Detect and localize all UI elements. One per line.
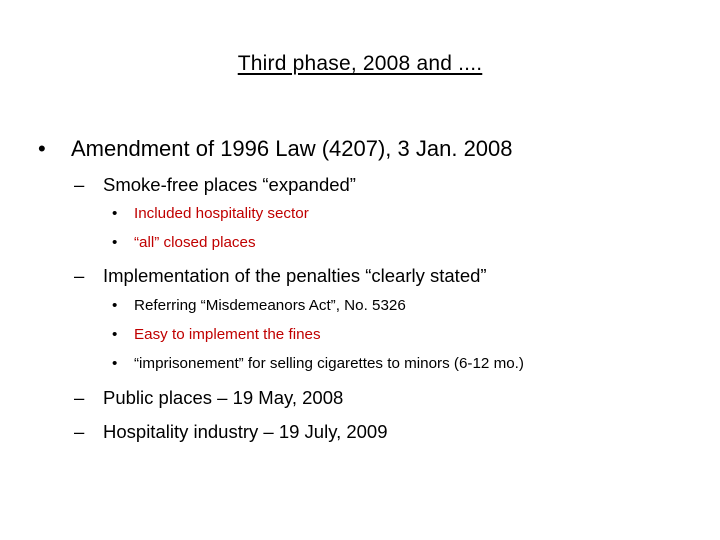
subsubitem-text: “imprisonement” for selling cigarettes to minors (6-12 mo.) <box>134 355 524 372</box>
subitem-text: Hospitality industry – 19 July, 2009 <box>103 421 388 442</box>
dash-marker: – <box>74 174 85 195</box>
slide-title-text: Third phase, 2008 and .... <box>237 52 483 75</box>
subitem-text: Public places – 19 May, 2008 <box>103 387 344 408</box>
subitem-text: Smoke-free places “expanded” <box>103 174 356 195</box>
subsubitem-misdemeanors-act <box>112 297 406 314</box>
subsubitem-imprisonment <box>112 355 524 372</box>
bullet-text: Amendment of 1996 Law (4207), 3 Jan. 2008 <box>71 136 513 161</box>
subsubitem-text: Easy to implement the fines <box>134 326 321 343</box>
subsubitem-text: Referring “Misdemeanors Act”, No. 5326 <box>134 297 406 314</box>
bullet-marker: • <box>112 297 118 314</box>
subsubitem-fines <box>112 326 321 343</box>
bullet-marker: • <box>112 326 118 343</box>
subsubitem-closed-places <box>112 234 256 251</box>
bullet-marker: • <box>112 234 118 251</box>
bullet-marker: • <box>38 136 46 161</box>
bullet-item-amendment <box>38 136 513 162</box>
subitem-text: Implementation of the penalties “clearly stated” <box>103 265 487 286</box>
bullet-marker: • <box>112 205 118 222</box>
subsubitem-hospitality-sector <box>112 205 309 222</box>
subitem-smoke-free <box>74 174 356 196</box>
dash-marker: – <box>74 421 85 442</box>
subsubitem-text: “all” closed places <box>134 234 256 251</box>
dash-marker: – <box>74 265 85 286</box>
subsubitem-text: Included hospitality sector <box>134 205 309 222</box>
subitem-penalties <box>74 265 487 287</box>
slide-title <box>0 52 720 76</box>
bullet-marker: • <box>112 355 118 372</box>
subitem-hospitality-industry <box>74 421 388 443</box>
dash-marker: – <box>74 387 85 408</box>
subitem-public-places <box>74 387 343 409</box>
